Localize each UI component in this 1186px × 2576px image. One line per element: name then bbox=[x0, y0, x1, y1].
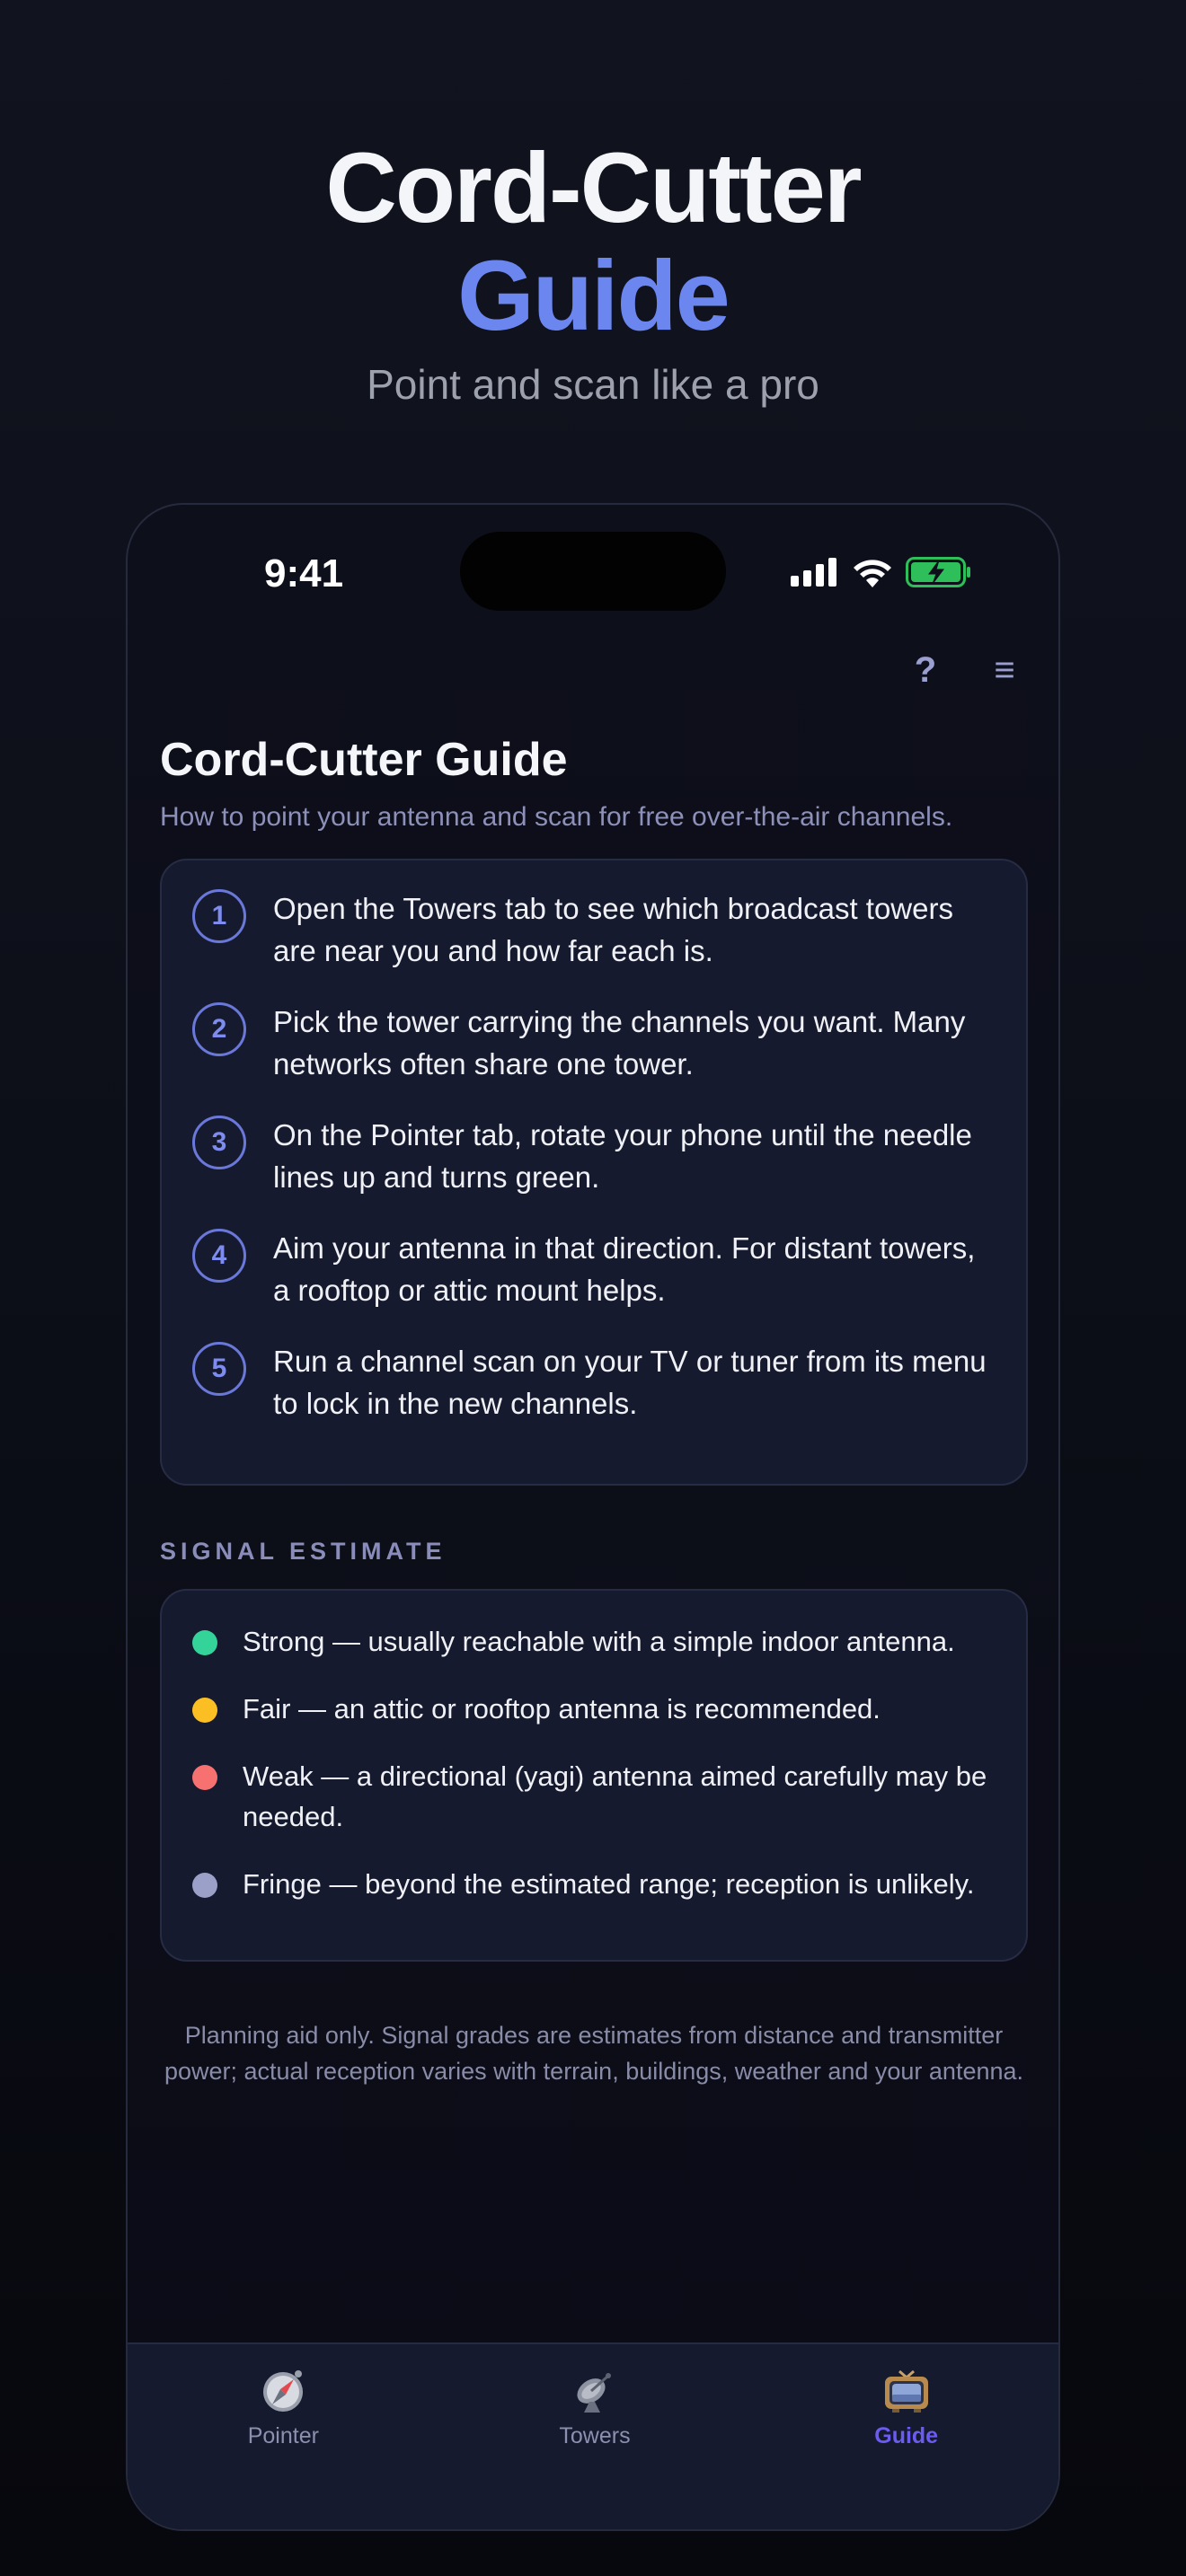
hero-subtitle: Point and scan like a pro bbox=[367, 361, 819, 408]
disclaimer-text: Planning aid only. Signal grades are estimates from distance and transmitter power; actual reception varies with terrain, buildings, weather and your antenna. bbox=[164, 2022, 1024, 2085]
step-item bbox=[192, 1227, 996, 1311]
tab-towers[interactable] bbox=[439, 2344, 751, 2529]
signal-fair-dot bbox=[192, 1698, 217, 1723]
hero bbox=[0, 135, 1186, 410]
page-title: Cord-Cutter Guide bbox=[160, 734, 568, 786]
step-number-badge: 2 bbox=[192, 1002, 246, 1056]
phone-frame bbox=[126, 503, 1060, 2531]
signal-item-strong bbox=[192, 1621, 996, 1662]
tab-label: Towers bbox=[559, 2423, 631, 2448]
step-number-badge: 5 bbox=[192, 1342, 246, 1396]
signal-estimate-card bbox=[160, 1589, 1028, 1962]
step-text: Open the Towers tab to see which broadcast towers are near you and how far each is. bbox=[273, 892, 953, 967]
wifi-icon bbox=[852, 557, 893, 587]
battery-charging-icon bbox=[906, 557, 972, 587]
help-button[interactable] bbox=[904, 648, 947, 692]
signal-weak-dot bbox=[192, 1765, 217, 1790]
menu-icon: ≡ bbox=[994, 649, 1015, 690]
tab-guide[interactable] bbox=[750, 2344, 1060, 2529]
status-icons bbox=[791, 557, 972, 587]
guide-content bbox=[160, 731, 1028, 2089]
hero-title-line2: Guide bbox=[457, 241, 729, 351]
step-text: On the Pointer tab, rotate your phone until the needle lines up and turns green. bbox=[273, 1118, 972, 1194]
signal-section-label: SIGNAL ESTIMATE bbox=[160, 1538, 447, 1565]
step-text: Aim your antenna in that direction. For distant towers, a rooftop or attic mount helps. bbox=[273, 1231, 976, 1307]
tab-bar bbox=[128, 2342, 1060, 2529]
step-item bbox=[192, 1340, 996, 1425]
page-subtitle: How to point your antenna and scan for free over-the-air channels. bbox=[160, 802, 953, 832]
signal-text: Fair — an attic or rooftop antenna is recommended. bbox=[243, 1693, 881, 1725]
step-text: Pick the tower carrying the channels you want. Many networks often share one tower. bbox=[273, 1005, 966, 1081]
signal-text: Strong — usually reachable with a simple indoor antenna. bbox=[243, 1626, 955, 1657]
steps-card bbox=[160, 859, 1028, 1486]
signal-text: Weak — a directional (yagi) antenna aimed carefully may be needed. bbox=[243, 1760, 987, 1832]
step-item bbox=[192, 1001, 996, 1085]
step-number-badge: 3 bbox=[192, 1116, 246, 1169]
signal-strong-dot bbox=[192, 1630, 217, 1655]
status-time: 9:41 bbox=[264, 551, 344, 595]
step-number-badge: 4 bbox=[192, 1229, 246, 1283]
cellular-signal-icon bbox=[791, 558, 839, 587]
television-icon bbox=[881, 2366, 932, 2416]
signal-fringe-dot bbox=[192, 1873, 217, 1898]
tab-label: Guide bbox=[874, 2423, 939, 2448]
signal-text: Fringe — beyond the estimated range; reception is unlikely. bbox=[243, 1868, 975, 1900]
satellite-dish-icon bbox=[570, 2366, 620, 2416]
top-toolbar bbox=[904, 648, 1026, 692]
menu-button[interactable] bbox=[983, 648, 1026, 692]
step-item bbox=[192, 887, 996, 972]
step-text: Run a channel scan on your TV or tuner from its menu to lock in the new channels. bbox=[273, 1345, 987, 1420]
tab-label: Pointer bbox=[247, 2423, 319, 2448]
signal-item-weak bbox=[192, 1756, 996, 1837]
step-number-badge: 1 bbox=[192, 889, 246, 943]
tab-pointer[interactable] bbox=[128, 2344, 439, 2529]
dynamic-island bbox=[460, 532, 726, 611]
step-item bbox=[192, 1114, 996, 1198]
signal-item-fringe bbox=[192, 1864, 996, 1904]
compass-icon bbox=[258, 2366, 308, 2416]
hero-title-line1: Cord-Cutter bbox=[325, 133, 861, 243]
help-icon: ? bbox=[914, 649, 937, 690]
signal-item-fair bbox=[192, 1689, 996, 1729]
